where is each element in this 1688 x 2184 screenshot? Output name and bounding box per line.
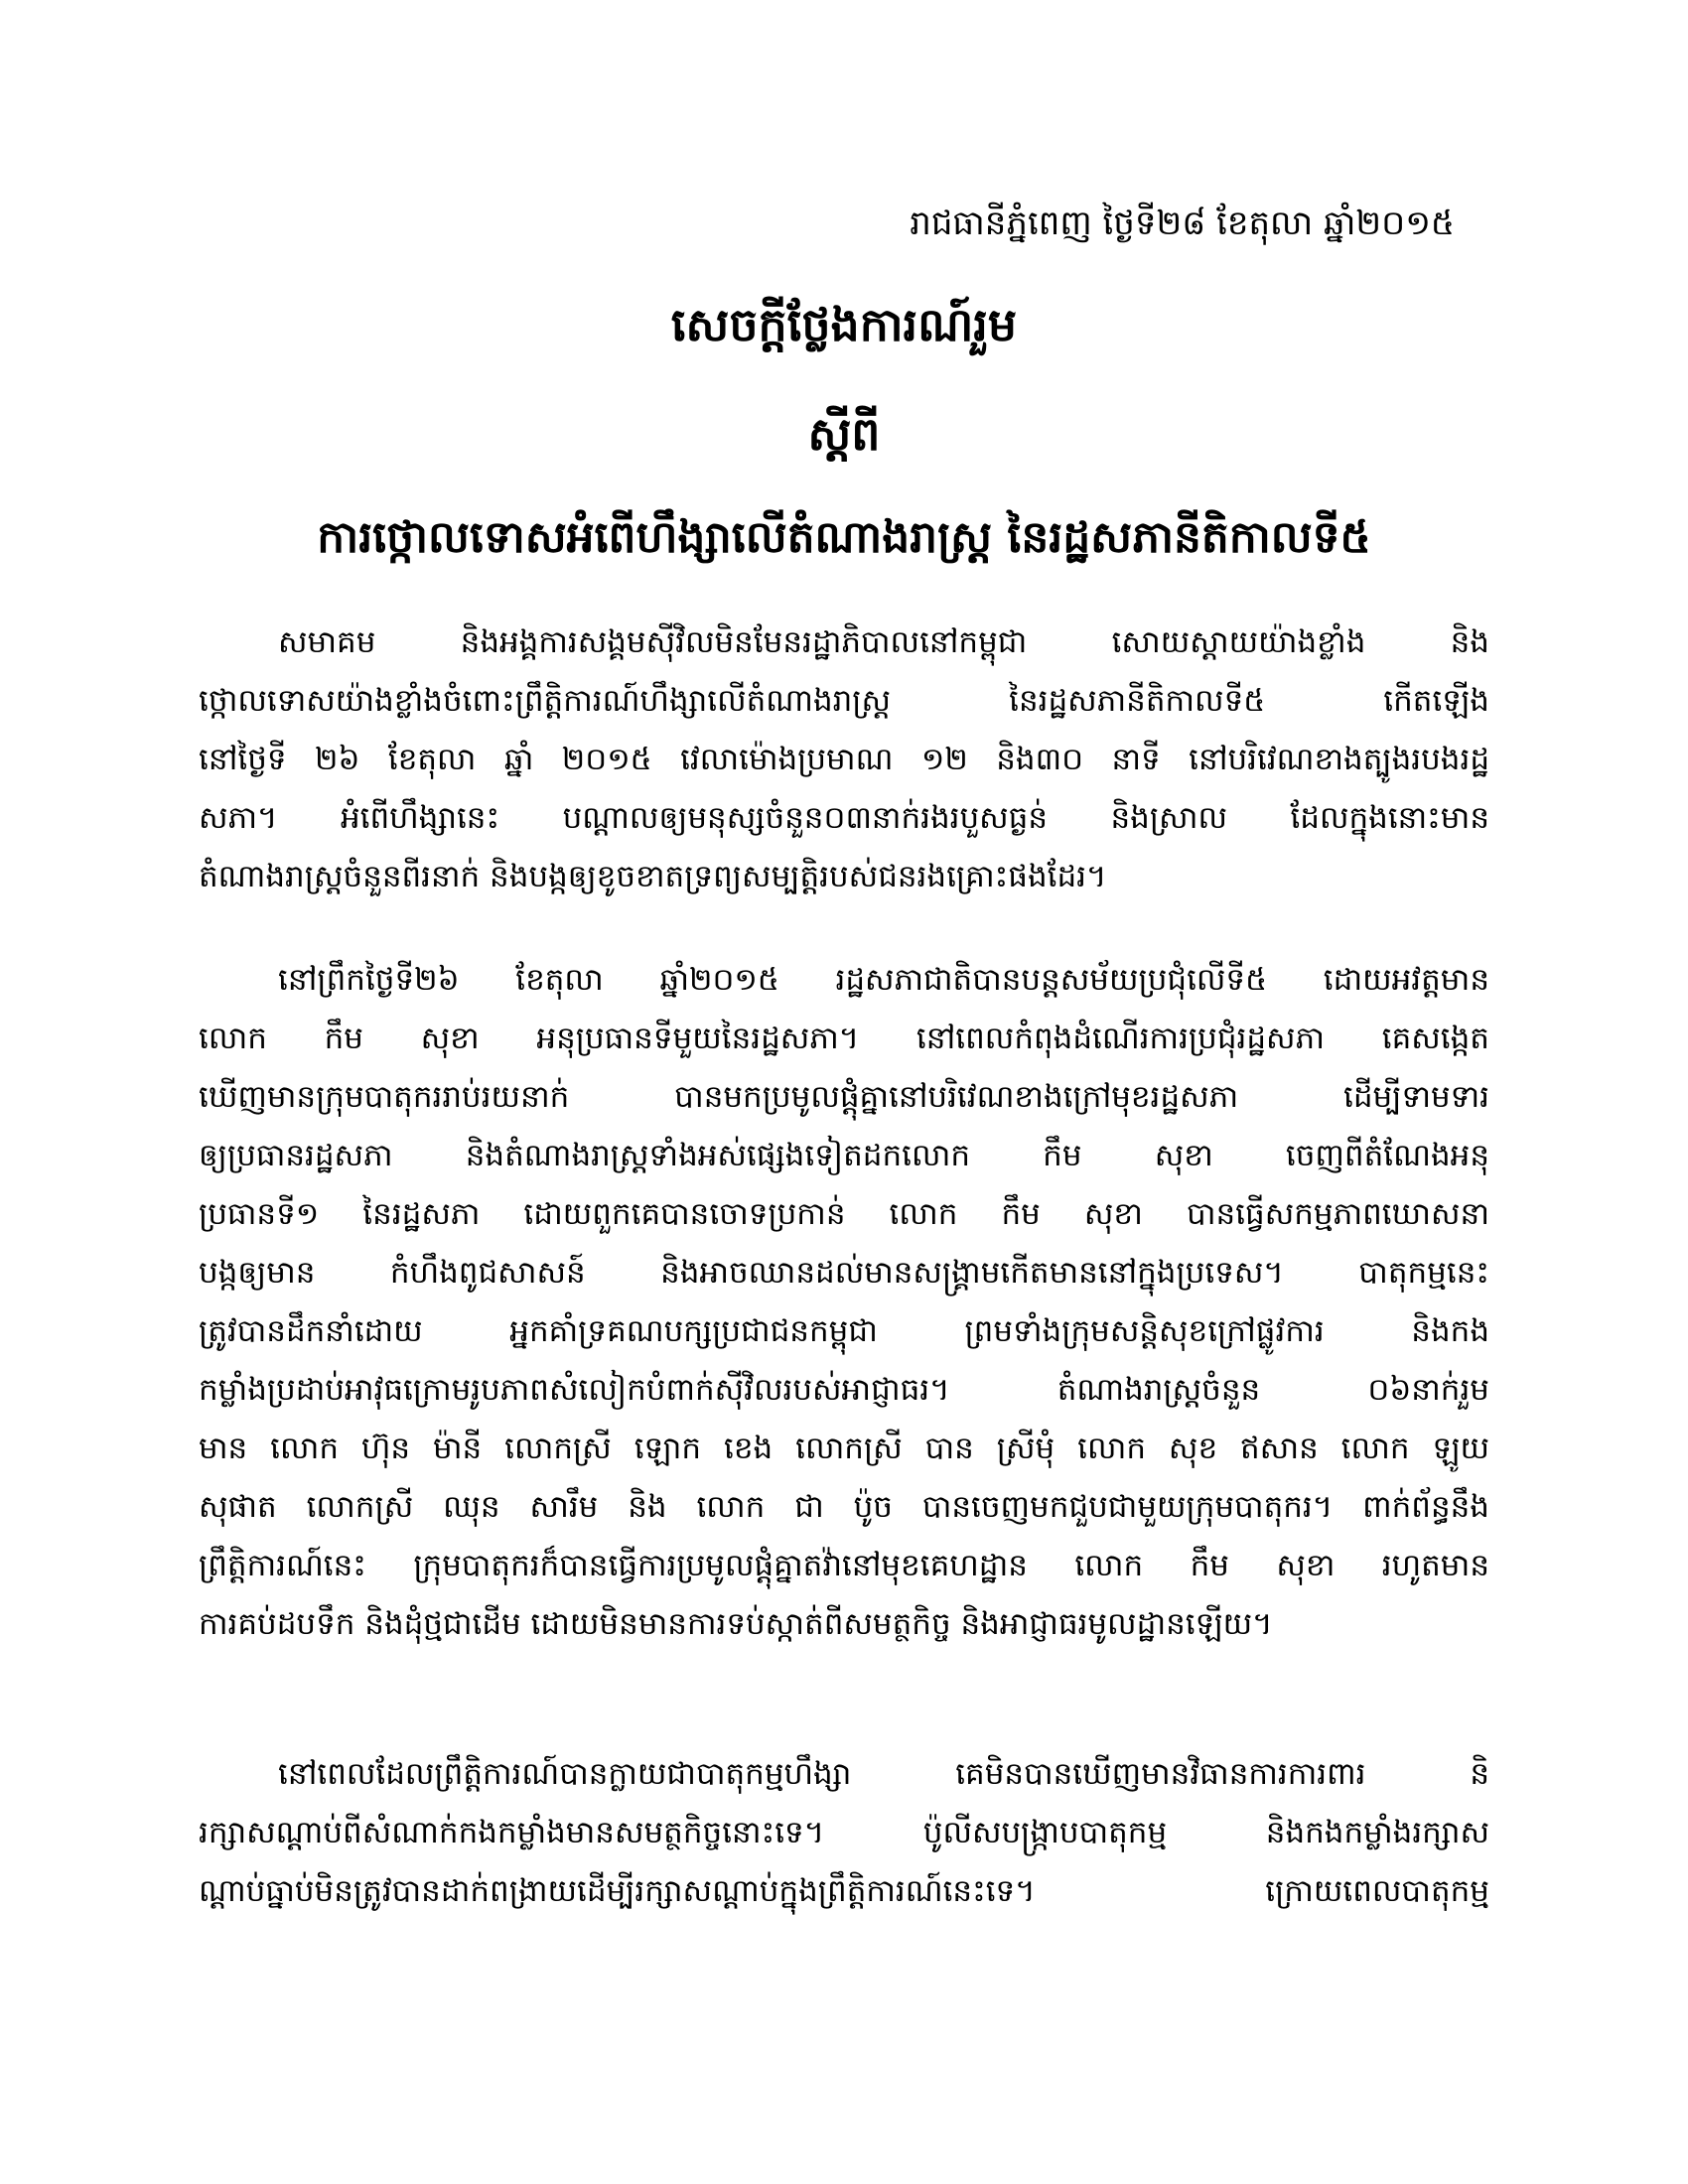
paragraph-line: ត្រូវបានដឹកនាំដោយ អ្នកគាំទ្រគណបក្សប្រជាជនកម្ពុជា ព្រមទាំងក្រុមសន្តិសុខក្រៅផ្លូវការ និងកង (199, 1313, 1489, 1349)
paragraph-line: ព្រឹត្តិការណ៍នេះ ក្រុមបាតុករក៏បានធ្វើការប្រមូលផ្តុំគ្នាតវ៉ានៅមុខគេហដ្ឋាន លោក កឹម សុខា រហូតមាន (199, 1548, 1489, 1583)
paragraph-line: នៅពេលដែលព្រឹត្តិការណ៍បានក្លាយជាបាតុកម្មហឹង្សា គេមិនបានឃើញមានវិធានការការពារ និ (278, 1756, 1489, 1792)
paragraph-line: រក្សាសណ្តាប់ពីសំណាក់កងកម្លាំងមានសមត្ថកិច្ចនោះទេ។ ប៉ូលីសបង្ក្រាបបាតុកម្ម និងកងកម្លាំងរក្សាស (199, 1815, 1489, 1850)
document-title: សេចក្តីថ្លែងការណ៍រួម (670, 298, 1018, 351)
paragraph-line: តំណាងរាស្ត្រចំនួនពីរនាក់ និងបង្កឲ្យខូចខាតទ្រព្យសម្បត្តិរបស់ជនរងគ្រោះផងដែរ។ (199, 859, 1107, 894)
paragraph-line: ប្រធានទី១ នៃរដ្ឋសភា ដោយពួកគេបានចោទប្រកាន់ លោក កឹម សុខា បានធ្វើសកម្មភាពឃោសនា (199, 1196, 1489, 1232)
document-subtitle: ស្តីពី (807, 407, 881, 461)
paragraph-line: កម្លាំងប្រដាប់អាវុធក្រោមរូបភាពសំលៀកបំពាក់ស៊ីវិលរបស់អាជ្ញាធរ។ តំណាងរាស្ត្រចំនួន ០៦នាក់រួម (199, 1372, 1489, 1408)
dateline: រាជធានីភ្នំពេញ ថ្ងៃទី២៨ ខែតុលា ឆ្នាំ២០១៥ (910, 204, 1455, 243)
paragraph-line: សមាគម និងអង្គការសង្គមស៊ីវិលមិនមែនរដ្ឋាភិបាលនៅកម្ពុជា សោយស្តាយយ៉ាងខ្លាំង និង (278, 624, 1489, 660)
paragraph-line: នៅថ្ងៃទី ២៦ ខែតុលា ឆ្នាំ ២០១៥ វេលាម៉ោងប្រមាណ ១២ និង៣០ នាទី នៅបរិវេណខាងត្បូងរបងរដ្ឋ (199, 742, 1489, 777)
paragraph-1 (199, 614, 1489, 906)
paragraph-line: នៅព្រឹកថ្ងៃទី២៦ ខែតុលា ឆ្នាំ២០១៥ រដ្ឋសភាជាតិបានបន្តសម័យប្រជុំលើទី៥ ដោយអវត្តមាន (278, 962, 1489, 998)
paragraph-line: ឲ្យប្រធានរដ្ឋសភា និងតំណាងរាស្ត្រទាំងអស់ផ្សេងទៀតដកលោក កឹម សុខា ចេញពីតំណែងអនុ (199, 1138, 1489, 1173)
paragraph-line: បង្កឲ្យមាន កំហឹងពូជសាសន៍ និងអាចឈានដល់មានសង្គ្រាមកើតមាននៅក្នុងប្រទេស។ បាតុកម្មនេះ (199, 1255, 1489, 1291)
paragraph-3 (199, 1745, 1489, 1921)
document-topic: ការថ្កោលទោសអំពើហឹង្សាលើតំណាងរាស្ត្រ នៃរដ្ឋសភានីតិកាលទី៥ (317, 512, 1371, 563)
paragraph-line: មាន លោក ហ៊ុន ម៉ានី លោកស្រី ឡោក ខេង លោកស្រី បាន ស្រីមុំ លោក សុខ ឥសាន លោក ឡូយ (199, 1431, 1489, 1466)
paragraph-line: ណ្តាប់ធ្នាប់មិនត្រូវបានដាក់ពង្រាយដើម្បីរក្សាសណ្តាប់ក្នុងព្រឹត្តិការណ៍នេះទេ។ ក្រោយពេលបាតុកម្ម (199, 1873, 1489, 1909)
paragraph-line: ការគប់ដបទឹក និងដុំថ្មជាដើម ដោយមិនមានការទប់ស្កាត់ពីសមត្ថកិច្ច និងអាជ្ញាធរមូលដ្ឋានឡើយ។ (199, 1606, 1273, 1642)
paragraph-line: សភា។ អំពើហឹង្សានេះ បណ្តាលឲ្យមនុស្សចំនួន០៣នាក់រងរបួសធ្ងន់ និងស្រាល ដែលក្នុងនោះមាន (199, 800, 1489, 836)
paragraph-line: ឃើញមានក្រុមបាតុកររាប់រយនាក់ បានមកប្រមូលផ្តុំគ្នានៅបរិវេណខាងក្រៅមុខរដ្ឋសភា ដើម្បីទាមទារ (199, 1079, 1489, 1115)
paragraph-line: លោក កឹម សុខា អនុប្រធានទីមួយនៃរដ្ឋសភា។ នៅពេលកំពុងដំណើរការប្រជុំរដ្ឋសភា គេសង្កេត (199, 1021, 1489, 1056)
paragraph-2 (199, 951, 1489, 1654)
paragraph-line: ថ្កោលទោសយ៉ាងខ្លាំងចំពោះព្រឹត្តិការណ៍ហឹង្សាលើតំណាងរាស្ត្រ នៃរដ្ឋសភានីតិកាលទី៥ កើតឡើង (199, 683, 1489, 719)
paragraph-line: សុផាត លោកស្រី ឈុន សារឹម និង លោក ជា ប៉ូច បានចេញមកជួបជាមួយក្រុមបាតុករ។ ពាក់ព័ន្ធនឹង (199, 1489, 1489, 1525)
